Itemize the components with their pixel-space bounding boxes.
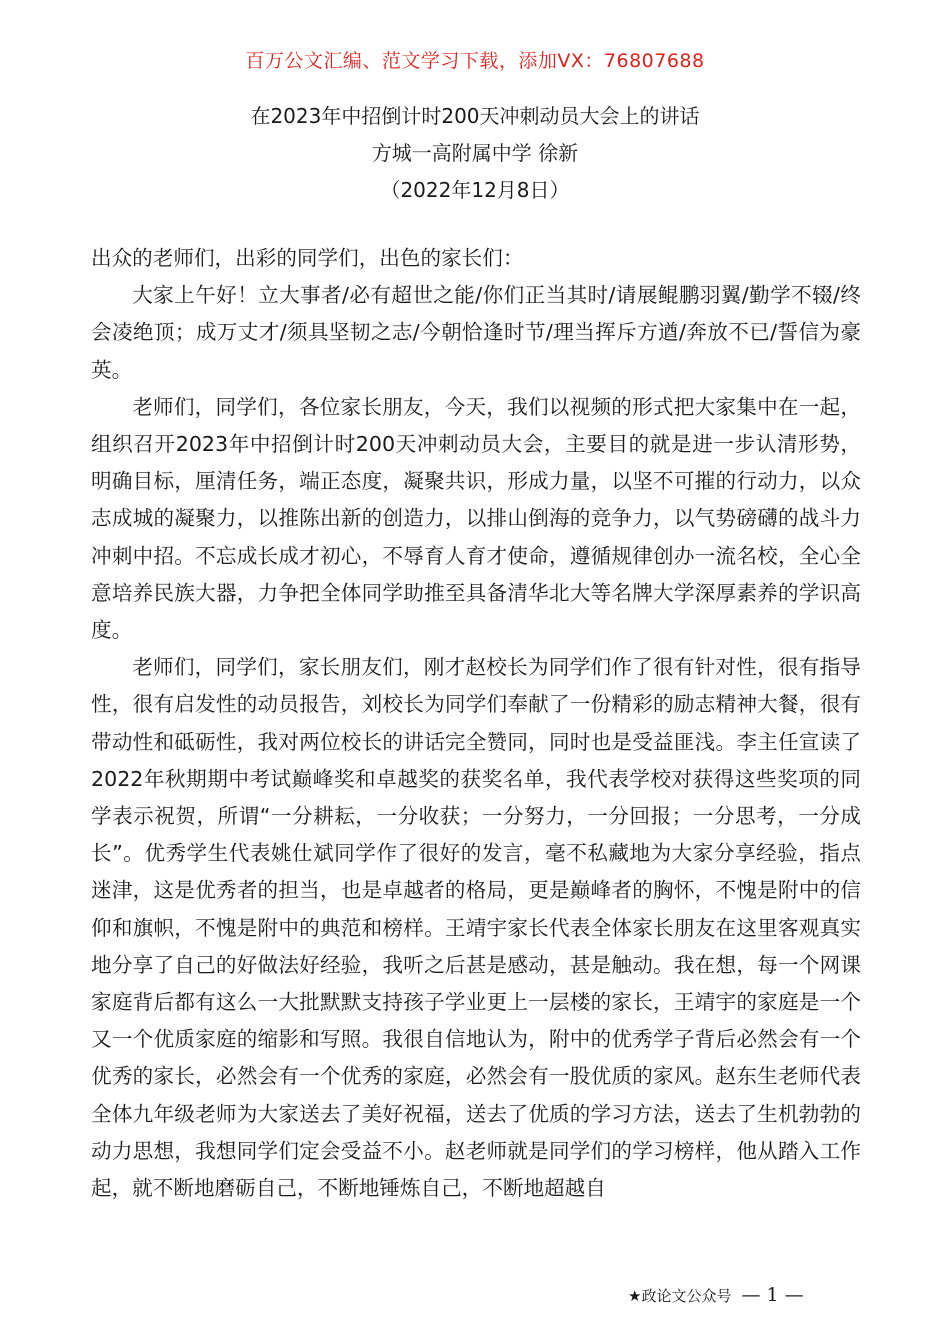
download-banner: 百万公文汇编、范文学习下载，添加VX：76807688	[245, 50, 705, 72]
footer-label: ★政论文公众号	[628, 1287, 732, 1305]
page-number: — 1 —	[741, 1284, 804, 1306]
speech-title: 在2023年中招倒计时200天冲刺动员大会上的讲话	[250, 104, 700, 128]
paragraph-3: 老师们，同学们，家长朋友们，刚才赵校长为同学们作了很有针对性，很有指导性，很有启发性的动员报告，刘校长为同学们奉献了一份精彩的励志精神大餐，很有带动性和砥砺性，我对两位校长的讲话完全赞同，同时也是受益匪浅。李主任宣读了2022年秋期期中考试巅峰奖和卓越奖的获奖名单，我代表学校对获得这些奖项的同学表示祝贺，所谓“一分耕耘，一分收获；一分努力，一分回报；一分思考，一分成长”。优秀学生代表姚仕斌同学作了很好的发言，毫不私藏地为大家分享经验，指点迷津，这是优秀者的担当，也是卓越者的格局，更是巅峰者的胸怀，不愧是附中的信仰和旗帜，不愧是附中的典范和榜样。王靖宇家长代表全体家长朋友在这里客观真实地分享了自己的好做法好经验，我听之后甚是感动，甚是触动。我在想，每一个网课家庭背后都有这么一大批默默支持孩子学业更上一层楼的家长，王靖宇的家庭是一个又一个优质家庭的缩影和写照。我很自信地认为，附中的优秀学子背后必然会有一个优秀的家长，必然会有一个优秀的家庭，必然会有一股优质的家风。赵东生老师代表全体九年级老师为大家送去了美好祝福，送去了优质的学习方法，送去了生机勃勃的动力思想，我想同学们定会受益不小。赵老师就是同学们的学习榜样，他从踏入工作起，就不断地磨砺自己，不断地锤炼自己，不断地超越自	[91, 655, 861, 1201]
salutation: 出众的老师们，出彩的同学们，出色的家长们：	[91, 246, 524, 270]
speech-body	[91, 240, 861, 1207]
speech-author: 方城一高附属中学 徐新	[371, 141, 579, 165]
paragraph-2: 老师们，同学们，各位家长朋友，今天，我们以视频的形式把大家集中在一起，组织召开2023年中招倒计时200天冲刺动员大会，主要目的就是进一步认清形势，明确目标，厘清任务，端正态度，凝聚共识，形成力量，以坚不可摧的行动力，以众志成城的凝聚力，以推陈出新的创造力，以排山倒海的竞争力，以气势磅礴的战斗力冲刺中招。不忘成长成才初心，不辱育人育才使命，遵循规律创办一流名校，全心全意培养民族大器，力争把全体同学助推至具备清华北大等名牌大学深厚素养的学识高度。	[91, 394, 861, 643]
speech-date: （2022年12月8日）	[380, 178, 570, 202]
page-footer	[628, 1284, 804, 1306]
paragraph-1: 大家上午好！立大事者/必有超世之能/你们正当其时/请展鲲鹏羽翼/勤学不辍/终会凌绝顶；成万丈才/须具坚韧之志/今朝恰逢时节/理当挥斥方遒/奔放不已/誓信为豪英。	[91, 283, 861, 382]
